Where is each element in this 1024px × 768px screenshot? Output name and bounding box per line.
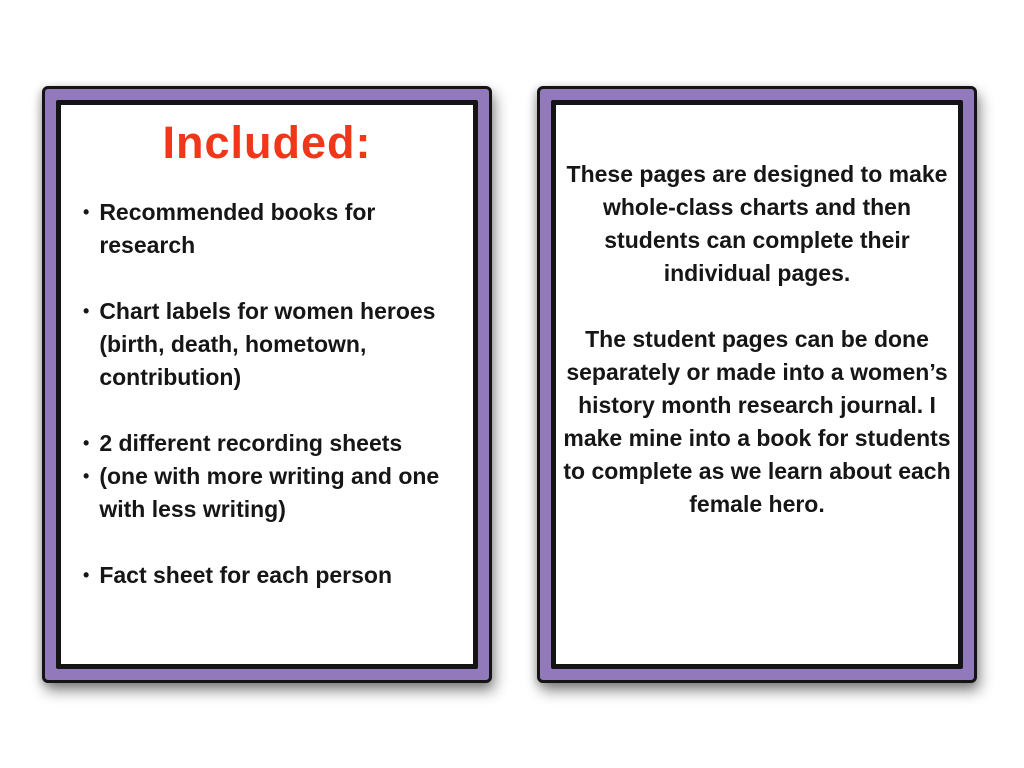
list-item [83,559,453,592]
bullet-marker: • [83,466,90,486]
list-item-text: (one with more writing and one with less writing) [99,463,440,522]
right-card [537,86,977,683]
list-item-text: Recommended books for research [99,199,376,258]
right-card-paragraph: The student pages can be done separately or made into a women’s history month research journal. I make mine into a book for students to complete as we learn about each female hero. [563,326,951,517]
list-item-text: Fact sheet for each person [99,562,393,588]
bullet-marker: • [83,301,90,321]
list-item [83,460,453,526]
right-card-inner [551,100,963,669]
list-item [83,196,453,262]
left-card-inner [56,100,478,669]
bullet-marker: • [83,202,90,222]
list-item-text: 2 different recording sheets [99,430,403,456]
left-card [42,86,492,683]
right-card-paragraph: These pages are designed to make whole-class charts and then students can complete their individual pages. [566,161,948,286]
left-card-title: Included: [162,117,372,168]
list-item [83,295,453,394]
list-item-text: Chart labels for women heroes (birth, death, hometown, contribution) [99,298,436,390]
bullet-marker: • [83,433,90,453]
included-list [61,196,473,592]
bullet-marker: • [83,565,90,585]
list-item [83,427,453,460]
